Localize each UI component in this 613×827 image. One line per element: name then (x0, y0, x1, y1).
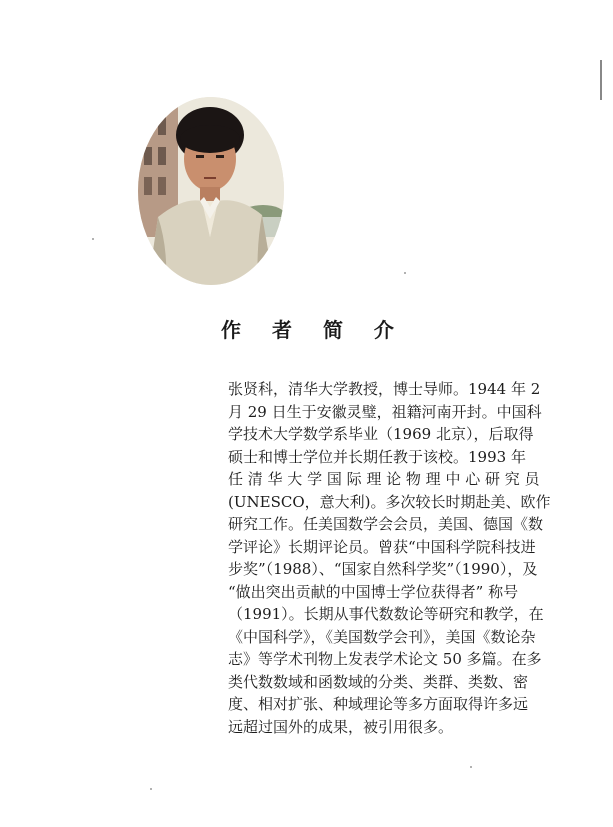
scan-speck (404, 272, 406, 274)
bio-line: 《中国科学》，《美国数学会刊》，美国《数论杂 (228, 627, 536, 646)
bio-line: 月 29 日生于安徽灵璧，祖籍河南开封。中国科 (228, 402, 542, 421)
bio-line: (UNESCO，意大利)。多次较长时期赴美、欧作 (228, 492, 551, 511)
bio-line: 远超过国外的成果，被引用很多。 (228, 717, 454, 736)
bio-line: 志》等学术刊物上发表学术论文 50 多篇。在多 (228, 650, 542, 668)
bio-line: 学评论》长期评论员。曾获“中国科学院科技进 (228, 537, 536, 556)
author-portrait-photo (138, 97, 284, 285)
bio-line: 张贤科，清华大学教授，博士导师。1944 年 2 (228, 380, 541, 398)
scan-speck (150, 788, 152, 790)
author-bio (228, 378, 551, 738)
bio-line: （1991）。长期从事代数数论等研究和教学，在 (228, 605, 544, 623)
scan-edge-mark (600, 60, 602, 100)
bio-line: 任 清 华 大 学 国 际 理 论 物 理 中 心 研 究 员 (228, 470, 540, 488)
bio-line: 研究工作。任美国数学会会员，美国、德国《数 (228, 515, 544, 533)
bio-line: “做出突出贡献的中国博士学位获得者” 称号 (228, 582, 519, 601)
portrait-illustration (138, 97, 284, 285)
scan-speck (470, 766, 472, 768)
section-title: 作 者 简 介 (221, 318, 406, 342)
scan-speck (92, 238, 94, 240)
bio-line: 学技术大学数学系毕业（1969 北京），后取得 (228, 425, 534, 443)
bio-line: 度、相对扩张、种域理论等多方面取得许多远 (228, 695, 529, 713)
bio-line: 步奖”（1988）、“国家自然科学奖”（1990），及 (228, 560, 538, 578)
bio-line: 类代数数域和函数域的分类、类群、类数、密 (228, 672, 529, 691)
bio-line: 硕士和博士学位并长期任教于该校。1993 年 (228, 447, 526, 466)
